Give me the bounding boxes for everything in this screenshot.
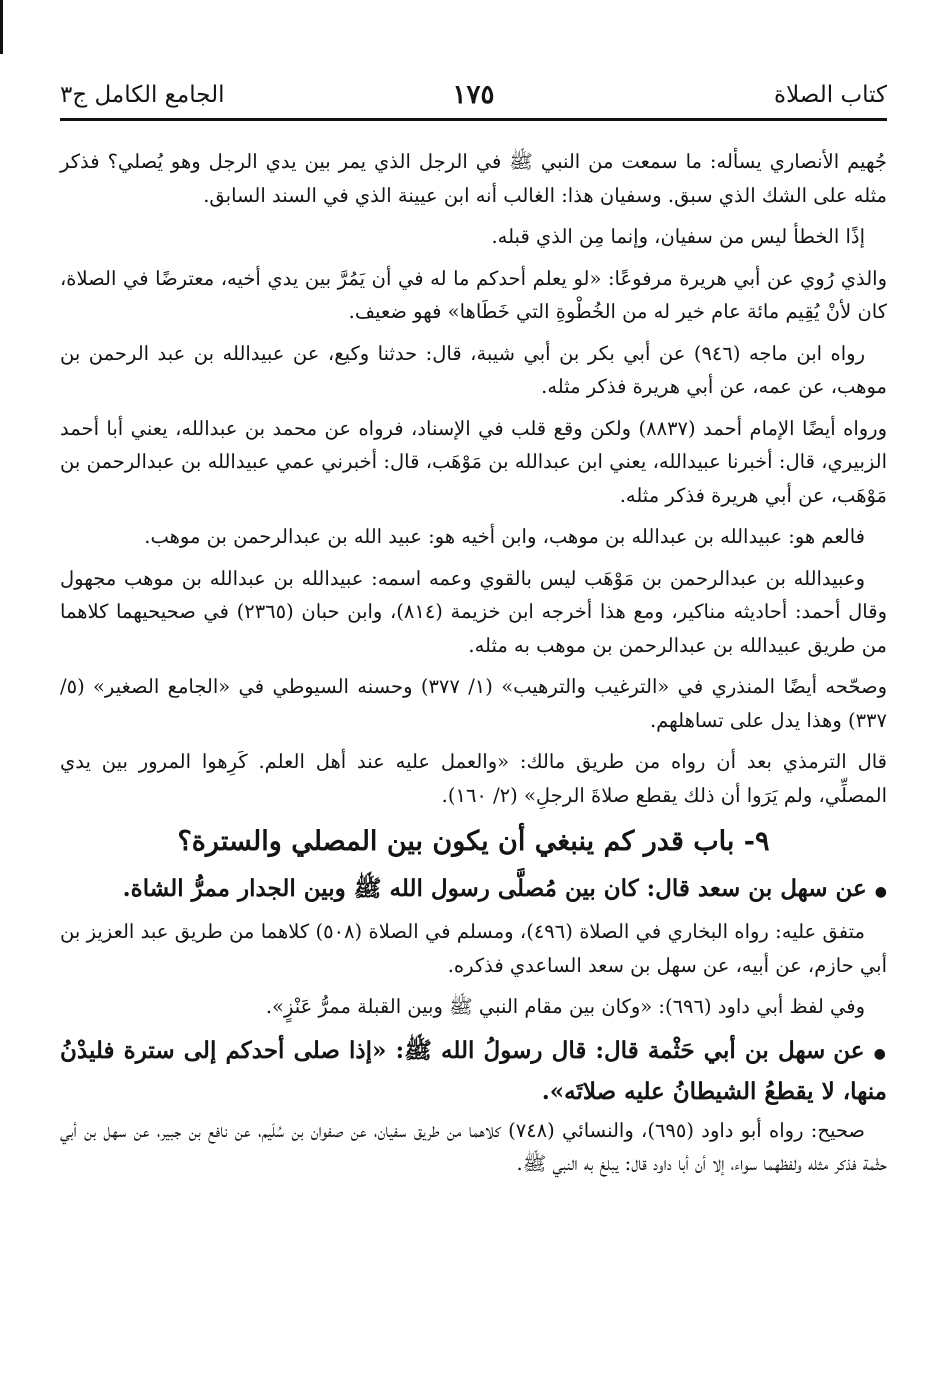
hadith-2-text: عن سهل بن أبي حَثْمة قال: قال رسولُ الله ﷺ: «إذا صلى أحدكم إلى سترة فليدْنُ منها، لا يقطعُ الشيطانُ عليه صلاتَه». [60,1036,887,1105]
hadith-2-note: صحيح: رواه أبو داود (٦٩٥)، والنسائي (٧٤٨) كلاهما من طريق سفيان، عن صفوان بن سُلَيم، عن نافع بن جبير، عن سهل بن أبي حثْمة فذكر مثله ولفظهما سواء، إلا أن أبا داود قال: يبلغ به النبي ﷺ. [60,1118,887,1175]
hadith-1 [60,870,887,911]
paragraph: وعبيدالله بن عبدالرحمن بن مَوْهَب ليس بالقوي وعمه اسمه: عبيدالله بن عبدالله بن موهب مجهول وقال أحمد: أحاديثه مناكير، ومع هذا أخرجه ابن خزيمة (٨١٤)، وابن حبان (٢٣٦٥) في صحيحيهما كلاهما من طريق عبيدالله بن عبدالرحمن بن موهب به مثله. [60,566,887,657]
header-book-title: الجامع الكامل ج٣ [60,82,225,108]
header-rule [60,118,887,121]
bullet-icon: ● [873,1045,887,1062]
hadith-1-note: وفي لفظ أبي داود (٦٩٦): «وكان بين مقام النبي ﷺ وبين القبلة ممرُّ عَنْزٍ». [265,995,865,1018]
section-title: ٩- باب قدر كم ينبغي أن يكون بين المصلي والسترة؟ [177,826,770,857]
hadith-2 [60,1032,887,1110]
paragraph: جُهيم الأنصاري يسأله: ما سمعت من النبي ﷺ في الرجل الذي يمر بين يدي الرجل وهو يُصلي؟ فذكر مثله على الشك الذي سبق. وسفيان هذا: الغالب أنه ابن عيينة الذي في السند السابق. [60,150,887,207]
paragraph: وصحّحه أيضًا المنذري في «الترغيب والترهيب» (١/ ٣٧٧) وحسنه السيوطي في «الجامع الصغير» (٥/ ٣٣٧) وهذا يدل على تساهلهم. [60,675,887,732]
paragraph: فالعم هو: عبيدالله بن عبدالله بن موهب، وابن أخيه هو: عبيد الله بن عبدالرحمن بن موهب. [144,525,865,548]
page-body [60,145,887,1189]
paragraph: ورواه أيضًا الإمام أحمد (٨٨٣٧) ولكن وقع قلب في الإسناد، فرواه عن محمد بن عبدالله، يعني أبا أحمد الزبيري، قال: أخبرنا عبيدالله، يعني ابن عبدالله بن مَوْهَب، قال: أخبرني عمي عبيدالله بن عبدالرحمن بن مَوْهَب، عن أبي هريرة فذكر مثله. [60,416,887,507]
page-header [60,72,887,118]
scan-edge-mark [0,0,3,54]
hadith-1-text: عن سهل بن سعد قال: كان بين مُصلَّى رسول الله ﷺ وبين الجدار ممرُّ الشاة. [122,875,867,902]
page-number: ١٧٥ [452,80,495,110]
bullet-icon: ● [874,884,887,900]
header-chapter-title: كتاب الصلاة [774,82,887,108]
paragraph: والذي رُوي عن أبي هريرة مرفوعًا: «لو يعلم أحدكم ما له في أن يَمُرَّ بين يدي أخيه، معترضًا في الصلاة، كان لأنْ يُقِيم مائة عام خير له من الخُطْوةِ التي خَطَاها» فهو ضعيف. [60,266,887,323]
hadith-1-note: متفق عليه: رواه البخاري في الصلاة (٤٩٦)، ومسلم في الصلاة (٥٠٨) كلاهما من طريق عبد العزيز بن أبي حازم، عن أبيه، عن سهل بن سعد الساعدي فذكره. [60,920,887,977]
paragraph: رواه ابن ماجه (٩٤٦) عن أبي بكر بن أبي شيبة، قال: حدثنا وكيع، عن عبيدالله بن عبد الرحمن بن موهب، عن عمه، عن أبي هريرة فذكر مثله. [60,341,887,398]
paragraph: إذًا الخطأ ليس من سفيان، وإنما مِن الذي قبله. [491,225,865,248]
paragraph: قال الترمذي بعد أن رواه من طريق مالك: «والعمل عليه عند أهل العلم. كَرِهوا المرور بين يدي المصلِّي، ولم يَرَوا أن ذلك يقطع صلاةَ الرجلِ» (٢/ ١٦٠). [60,750,887,807]
